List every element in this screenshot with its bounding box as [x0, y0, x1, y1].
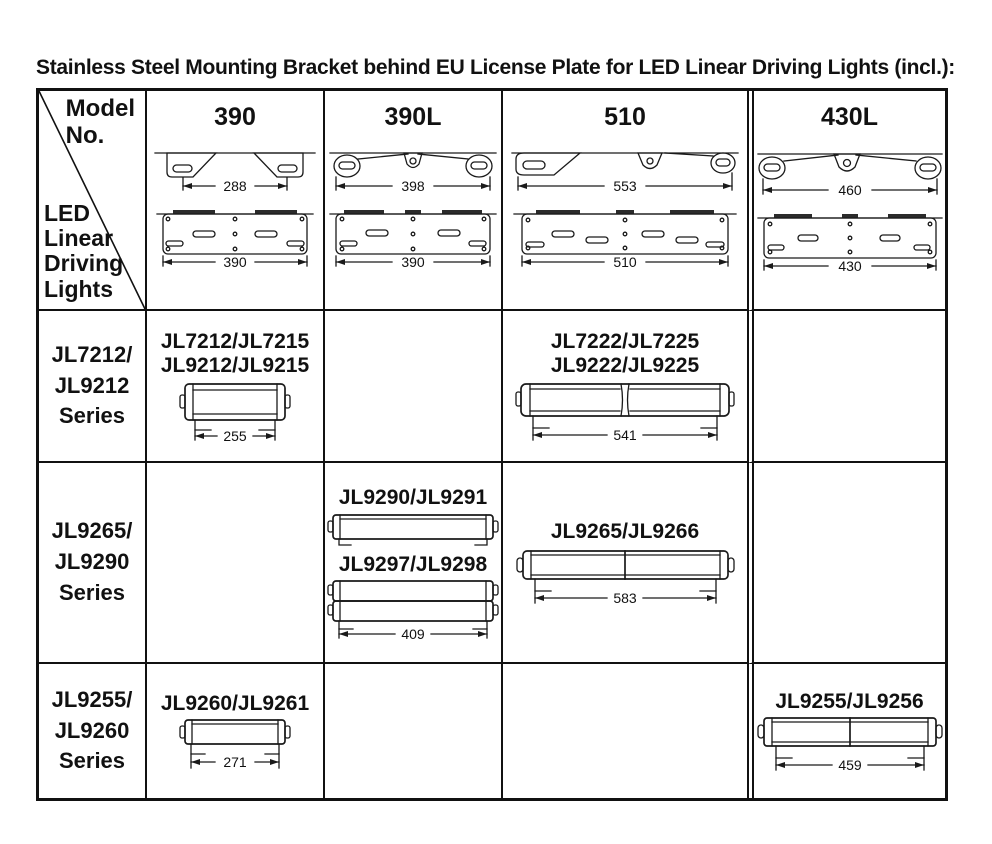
cell-jl9265-510	[503, 463, 747, 664]
column-label: 510	[604, 103, 646, 131]
empty-cell	[747, 463, 945, 664]
column-label: 430L	[821, 103, 878, 131]
corner-label-led-lights: LED Linear Driving Lights	[44, 199, 124, 302]
dimension-value: 255	[223, 428, 247, 443]
bracket-front-view-drawing-390	[153, 206, 317, 268]
column-label: 390L	[384, 103, 442, 131]
dimension-value: 430	[837, 258, 862, 272]
bracket-top-view-drawing-430L	[756, 146, 944, 198]
empty-cell	[747, 311, 945, 463]
cell-jl9290-390L	[325, 463, 503, 664]
dimension-value: 459	[837, 757, 862, 773]
model-numbers: JL9290/JL9291	[338, 486, 488, 510]
light-bar-drawing-jl9260	[169, 716, 301, 770]
column-header-430L	[747, 91, 945, 311]
cell-jl7222-510	[503, 311, 747, 463]
model-numbers: JL9260/JL9261	[160, 691, 310, 715]
column-header-390	[147, 91, 325, 311]
column-label: 390	[214, 103, 256, 131]
dimension-value: 390	[401, 254, 425, 268]
dimension-value: 460	[837, 182, 862, 198]
cell-jl7212-390	[147, 311, 325, 463]
bracket-spec-table	[36, 88, 948, 801]
light-bar-drawing-jl9255	[756, 714, 944, 772]
column-header-390L	[325, 91, 503, 311]
bracket-top-view-drawing-510	[510, 146, 740, 194]
dimension-value: 541	[612, 427, 637, 443]
empty-cell	[325, 664, 503, 798]
light-bar-drawing-jl9265	[513, 545, 738, 605]
row-header-jl7212-series: JL7212/ JL9212 Series	[39, 311, 147, 463]
dimension-value: 390	[223, 254, 247, 268]
bracket-top-view-drawing-390	[153, 146, 317, 194]
corner-header-cell	[39, 91, 147, 311]
empty-cell	[325, 311, 503, 463]
dimension-value: 583	[612, 589, 637, 605]
row-header-jl9255-series: JL9255/ JL9260 Series	[39, 664, 147, 798]
light-bar-drawing-jl7222	[513, 378, 738, 442]
corner-label-model-no: Model No.	[65, 95, 135, 149]
dimension-value: 288	[223, 178, 247, 194]
empty-cell	[147, 463, 325, 664]
bracket-front-view-drawing-430L	[756, 210, 944, 272]
dimension-value: 409	[401, 625, 425, 639]
dimension-value: 553	[613, 178, 637, 194]
empty-cell	[503, 664, 747, 798]
light-bar-drawing-jl9290	[327, 511, 499, 547]
bracket-front-view-drawing-510	[510, 206, 740, 268]
row-header-jl9265-series: JL9265/ JL9290 Series	[39, 463, 147, 664]
light-bar-drawing-jl9297	[327, 577, 499, 639]
light-bar-drawing-jl7212	[169, 378, 301, 442]
model-numbers: JL7222/JL7225 JL9222/JL9225	[550, 329, 700, 377]
dimension-value: 398	[401, 178, 425, 194]
model-numbers: JL9255/JL9256	[775, 689, 924, 713]
page-title: Stainless Steel Mounting Bracket behind EU License Plate for LED Linear Driving Lights (incl.):	[36, 56, 955, 80]
bracket-front-view-drawing-390L	[328, 206, 498, 268]
dimension-value: 271	[223, 754, 247, 771]
dimension-value: 510	[613, 254, 637, 268]
bracket-top-view-drawing-390L	[328, 146, 498, 194]
column-header-510	[503, 91, 747, 311]
model-numbers: JL9265/JL9266	[550, 520, 700, 544]
cell-jl9255-430L	[747, 664, 945, 798]
model-numbers: JL7212/JL7215 JL9212/JL9215	[160, 329, 310, 377]
cell-jl9260-390	[147, 664, 325, 798]
model-numbers: JL9297/JL9298	[338, 552, 488, 576]
